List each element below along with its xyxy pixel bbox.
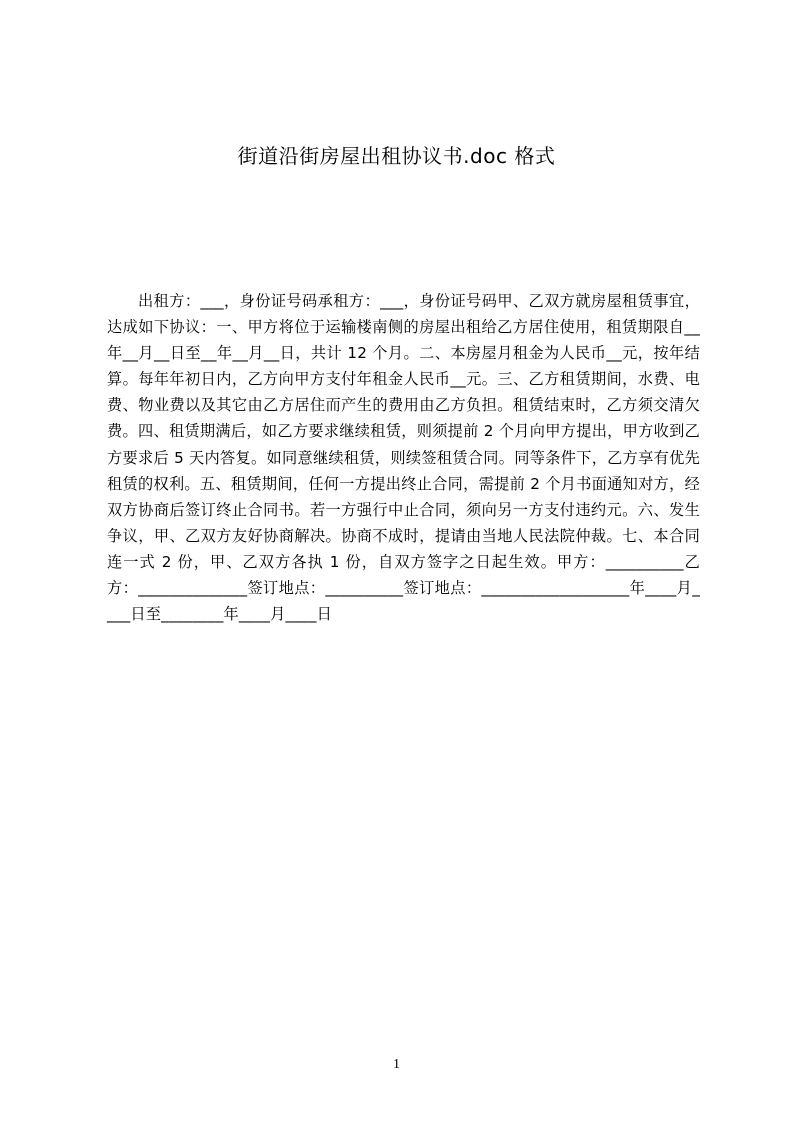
document-title: 街道沿街房屋出租协议书.doc 格式 <box>237 144 556 168</box>
page-number: 1 <box>393 1057 400 1072</box>
agreement-body-text: 出租方：___，身份证号码承租方：___，身份证号码甲、乙双方就房屋租赁事宜，达成如下协议：一、甲方将位于运输楼南侧的房屋出租给乙方居住使用，租赁期限自__年__月__日至__年__月__日，共计 12 个月。二、本房屋月租金为人民币__元，按年结算。每年年初日内，乙方向甲方支付年租金人民币__元。三、乙方租赁期间，水费、电费、物业费以及其它由乙方居住而产生的费用由乙方负担。租赁结束时，乙方须交清欠费。四、租赁期满后，如乙方要求继续租赁，则须提前 2 个月向甲方提出，甲方收到乙方要求后 5 天内答复。如同意继续租赁，则续签租赁合同。同等条件下，乙方享有优先租赁的权利。五、租赁期间，任何一方提出终止合同，需提前 2 个月书面通知对方，经双方协商后签订终止合同书。若一方强行中止合同，须向另一方支付违约元。六、发生争议，甲、乙双方友好协商解决。协商不成时，提请由当地人民法院仲裁。七、本合同连一式 2 份，甲、乙双方各执 1 份，自双方签字之日起生效。甲方：__________乙方：______________签订地点：__________签订地点：___________________年____月____日至________年____月____日 <box>107 292 700 624</box>
